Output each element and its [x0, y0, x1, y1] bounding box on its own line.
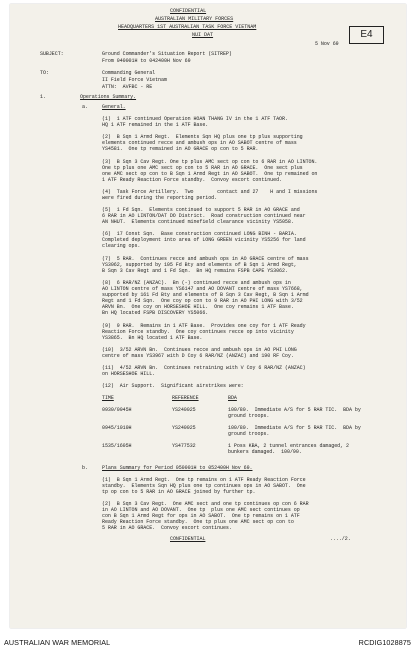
subject-line: From 040001H to 042400H Nov 69: [102, 58, 191, 64]
paragraph-line: centre of mass YS3967 with D Coy 6 RAR/NZ (ANZAC) and 190 RF Coy.: [102, 353, 294, 359]
paragraph-line: (2) B Sqn 3 Cav Regt. One AMC sect and one tp continues op con 6 RAR: [102, 501, 309, 507]
paragraph-line: standby. Elements Sqn HQ plus one tp continues ops in AO SABOT. One: [102, 483, 306, 489]
paragraph-line: 1 ATF Ready Reaction Force standby. Convoy escort continued.: [102, 177, 282, 183]
section-title: Operations Summary.: [80, 94, 137, 100]
paragraph-line: (7) 5 RAR. Continues recce and ambush ops in AO GRACE centre of mass: [102, 256, 309, 262]
addressee-line: ATTN: AVFBC - RE: [102, 84, 153, 90]
airstrike-reference: YS477532: [172, 443, 196, 449]
classification-footer: CONFIDENTIAL: [170, 536, 206, 542]
paragraph-line: 5 RAR in AO GRACE. Convoy escort continues.: [102, 525, 232, 531]
paragraph-line: (3) B Sqn 3 Cav Regt. One tp plus AMC sect op con to 6 RAR in AO LINTON.: [102, 159, 318, 165]
headquarters-heading: HEADQUARTERS 1ST AUSTRALIAN TASK FORCE VIETNAM: [118, 24, 257, 30]
paragraph-line: B Sqn 3 Cav Regt and 1 Fd Sqn. Bn HQ remains FSPB CAPE YS3062.: [102, 268, 288, 274]
airstrike-reference: YS240025: [172, 425, 196, 431]
airstrike-bda: ground troops.: [228, 431, 270, 437]
airstrike-col-bda: BDA: [228, 395, 237, 401]
page-continuation: ..../2.: [330, 536, 351, 542]
airstrike-bda: 1 Poss KBA, 2 tunnel entrances damaged, 2: [228, 443, 349, 449]
subject-line: Ground Commander's Situation Report (SITREP): [102, 51, 232, 57]
archive-record-id: RCDIG1028875: [358, 638, 411, 647]
paragraph-line: (1) 1 ATF continued Operation HOAN THANG IV in the 1 ATF TAOR.: [102, 116, 288, 122]
subsection-title: General.: [102, 104, 126, 110]
paragraph-line: supported by 161 Fd Bty and elements of B Sqn 3 Cav Regt, B Sqn 1 Armd: [102, 292, 309, 298]
location-heading: NUI DAT: [192, 32, 214, 38]
airstrike-col-reference: REFERENCE: [172, 395, 199, 401]
classification-header: CONFIDENTIAL: [170, 8, 207, 14]
paragraph-line: con B Sqn 1 Armd Regt for ops in AO SABOT. One tp remains on 1 ATF: [102, 513, 300, 519]
paragraph-line: (1) B Sqn 1 Armd Regt. One tp remains on 1 ATF Ready Reaction Force: [102, 477, 306, 483]
airstrike-time: 1535/1605H: [102, 443, 132, 449]
paragraph-line: YS3062, supported by 105 Fd Bty and elements of B Sqn 1 Armd Regt,: [102, 262, 297, 268]
paragraph-line: (6) 17 Const Sqn. Base construction continued LONG BINH - BARIA.: [102, 231, 297, 237]
paragraph-line: Bn HQ located FSPB DISCOVERY YS5066.: [102, 310, 209, 316]
paragraph-line: AN NHUT. Elements continued minefield clearance vicinity YS5058.: [102, 219, 294, 225]
paragraph-line: tp op con to 5 RAR in AO GRACE joined by further tp.: [102, 489, 256, 495]
archive-footer: [0, 630, 416, 654]
paragraph-line: (10) 3/52 ARVN Bn. Continues recce and ambush ops in AO PHI LONG: [102, 347, 297, 353]
paragraph-line: HQ 1 ATF remained in the 1 ATF Base.: [102, 122, 209, 128]
paragraph-line: on HORSESHOE HILL.: [102, 371, 156, 377]
airstrike-bda: 100/80. Immediate A/S for 5 RAR TIC. BDA by: [228, 425, 361, 431]
paragraph-line: YS4581. One tp remained in AO GRACE op con to 5 RAR.: [102, 146, 259, 152]
org-heading: AUSTRALIAN MILITARY FORCES: [155, 16, 234, 22]
paragraph-line: clearing ops.: [102, 243, 141, 249]
subject-label: SUBJECT:: [40, 51, 64, 57]
reference-mark: E4: [349, 26, 384, 44]
paragraph-line: (4) Task Force Artillery. Two contact and 27 H and I missions: [102, 189, 318, 195]
paragraph-line: one AMC sect op con to B Sqn 1 Armd Regt in AO SABOT. One tp remained on: [102, 171, 318, 177]
paragraph-line: AO LINTON centre of mass YS6147 and AO DOVANT centre of mass YS7668,: [102, 286, 303, 292]
airstrike-bda: ground troops.: [228, 413, 270, 419]
airstrike-bda: bunkers damaged. 100/90.: [228, 449, 302, 455]
subsection-letter: a.: [82, 104, 88, 110]
paragraph-line: (9) 9 RAR. Remains in 1 ATF Base. Provides one coy for 1 ATF Ready: [102, 323, 306, 329]
paragraph-line: Completed deployment into area of LONG GREEN vicinity YS5256 for land: [102, 237, 306, 243]
to-label: TO:: [40, 70, 49, 76]
subsection-letter: b.: [82, 465, 88, 471]
paragraph-line: (5) 1 Fd Sqn. Elements continued to support 5 RAR in AO GRACE and: [102, 207, 300, 213]
paragraph-line: Reaction Force standby. One coy continues recce op into vicinity: [102, 329, 294, 335]
paragraph-line: YS3865. Bn HQ located 1 ATF Base.: [102, 335, 203, 341]
addressee-line: II Field Force Vietnam: [102, 77, 167, 83]
paragraph-line: (8) 6 RAR/NZ (ANZAC). Bn (-) continued recce and ambush ops in: [102, 280, 291, 286]
airstrike-time: 0945/1010H: [102, 425, 132, 431]
paragraph-line: One tp plus one AMC sect op con to 5 RAR in AO GRACE. One sect plus: [102, 165, 303, 171]
paragraph-line: elements continued recce and ambush ops in AO SABOT centre of mass: [102, 140, 297, 146]
archive-source: AUSTRALIAN WAR MEMORIAL: [4, 638, 111, 647]
paragraph-line: (2) B Sqn 1 Armd Regt. Elements Sqn HQ plus one tp plus supporting: [102, 134, 303, 140]
paragraph-line: in AO LINTON and AO DOVANT. One tp plus one AMC sect continues op: [102, 507, 300, 513]
paragraph-line: 6 RAR in AO LINTON/DAT DO District. Road construction continued near: [102, 213, 306, 219]
paragraph-line: Regt and 1 Fd Sqn. One coy op con to 9 RAR in AO PHI LONG with 3/52: [102, 298, 303, 304]
paragraph-line: Ready Reaction Force standby. One tp plus one AMC sect op con to: [102, 519, 294, 525]
paragraph-line: were fired during the reporting period.: [102, 195, 218, 201]
section-number: 1.: [40, 94, 46, 100]
paragraph-line: ARVN Bn. One coy on HORSESHOE HILL. One coy remains 1 ATF Base.: [102, 304, 294, 310]
document-date: 5 Nov 69: [315, 41, 339, 47]
scanned-page: [10, 4, 406, 628]
airstrike-time: 0930/0945H: [102, 407, 132, 413]
airstrike-bda: 100/80. Immediate A/S for 5 RAR TIC. BDA by: [228, 407, 361, 413]
paragraph-line: (11) 4/52 ARVN Bn. Continues retraining with V Coy 6 RAR/NZ (ANZAC): [102, 365, 306, 371]
addressee-line: Commanding General: [102, 70, 156, 76]
airstrike-reference: YS240025: [172, 407, 196, 413]
subsection-title: Plans Summary for Period 050001H to 052400H Nov 69.: [102, 465, 253, 471]
paragraph-line: (12) Air Support. Significant airstrikes were:: [102, 383, 244, 389]
airstrike-col-time: TIME: [102, 395, 114, 401]
